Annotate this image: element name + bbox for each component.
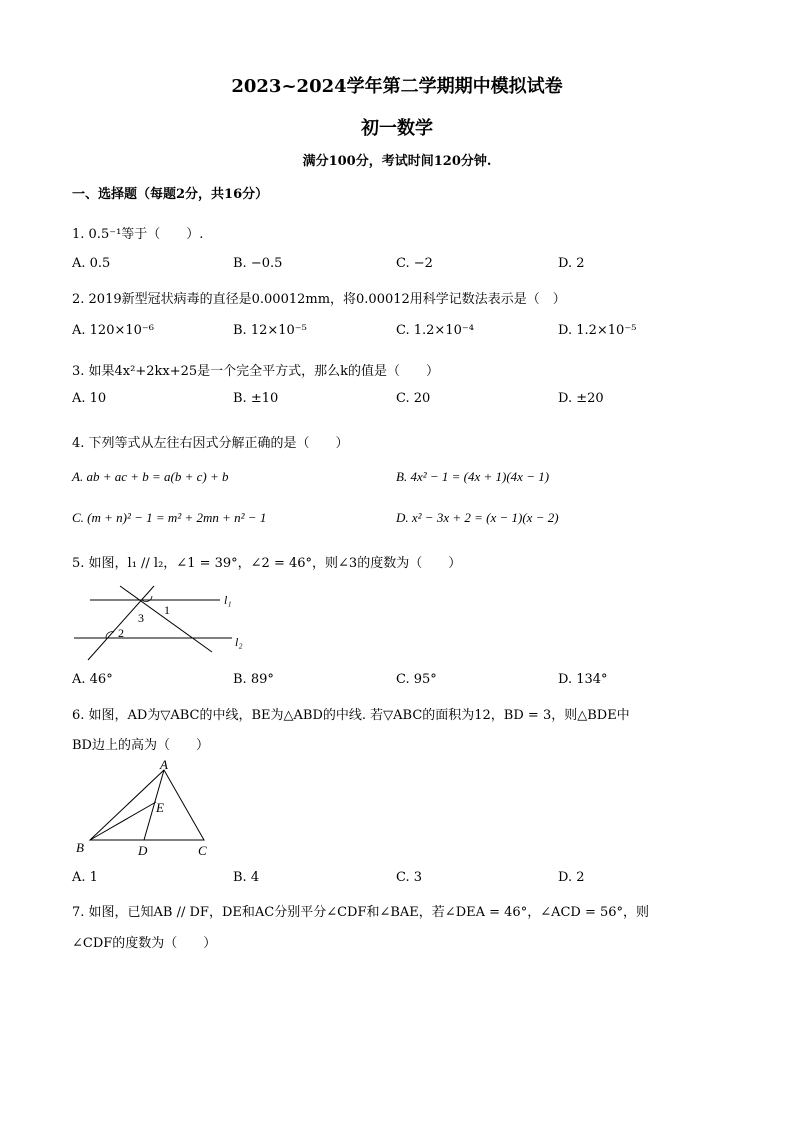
- question-6-stem: 6. 如图，AD为▽ABC的中线，BE为△ABD的中线. 若▽ABC的面积为12，BD = 3，则△BDE中: [72, 708, 630, 723]
- transversal-1: [88, 586, 154, 660]
- question-3-stem: 3. 如果4x²+2kx+25是一个完全平方式，那么k的值是（ ）: [72, 364, 440, 379]
- label-angle-3: 3: [138, 611, 144, 625]
- label-angle-1: 1: [164, 603, 170, 617]
- question-1-option-c: C. −2: [396, 256, 433, 271]
- question-3-option-b: B. ±10: [233, 391, 279, 406]
- question-6-option-b: B. 4: [233, 870, 260, 885]
- label-l1: l₁: [224, 593, 232, 607]
- question-6-figure: [72, 756, 222, 860]
- question-6-option-c: C. 3: [396, 870, 423, 885]
- question-6-option-a: A. 1: [72, 870, 98, 885]
- question-1-option-b: B. −0.5: [233, 256, 283, 271]
- question-5-stem: 5. 如图，l₁ // l₂，∠1 = 39°，∠2 = 46°，则∠3的度数为（ ）: [72, 556, 462, 571]
- question-4-stem: 4. 下列等式从左往右因式分解正确的是（ ）: [72, 436, 349, 451]
- question-2-option-b: B. 12×10⁻⁵: [233, 323, 307, 338]
- question-2-option-d: D. 1.2×10⁻⁵: [558, 323, 637, 338]
- question-4-option-b: B. 4x² − 1 = (4x + 1)(4x − 1): [396, 469, 550, 484]
- question-1-option-a: A. 0.5: [72, 256, 111, 271]
- exam-note: 满分100分，考试时间120分钟.: [302, 154, 492, 169]
- transversal-2: [120, 586, 212, 652]
- section-heading: 一、选择题（每题2分，共16分）: [72, 187, 269, 202]
- question-7-stem-line2: ∠CDF的度数为（ ）: [72, 936, 217, 951]
- question-3-option-a: A. 10: [72, 391, 107, 406]
- question-2-stem: 2. 2019新型冠状病毒的直径是0.00012mm，将0.00012用科学记数法表示是（ ）: [72, 292, 566, 307]
- question-2-option-a: A. 120×10⁻⁶: [72, 323, 154, 338]
- angle-1-arc: [142, 596, 152, 602]
- question-5-figure: [70, 582, 260, 662]
- question-4-option-c: C. (m + n)² − 1 = m² + 2mn + n² − 1: [72, 510, 267, 525]
- question-3-option-c: C. 20: [396, 391, 431, 406]
- exam-title: 2023~2024学年第二学期期中模拟试卷: [231, 76, 563, 97]
- question-1-option-d: D. 2: [558, 256, 585, 271]
- label-d: D: [138, 843, 148, 858]
- question-4-option-d: D. x² − 3x + 2 = (x − 1)(x − 2): [396, 510, 559, 525]
- label-e: E: [156, 800, 164, 815]
- label-angle-2: 2: [118, 626, 124, 640]
- question-5-option-c: C. 95°: [396, 672, 437, 687]
- label-l2: l₂: [235, 635, 243, 649]
- question-5-option-d: D. 134°: [558, 672, 608, 687]
- exam-subject: 初一数学: [361, 118, 433, 139]
- question-5-option-a: A. 46°: [72, 672, 113, 687]
- question-5-option-b: B. 89°: [233, 672, 274, 687]
- label-c: C: [198, 843, 207, 858]
- question-1-stem: 1. 0.5⁻¹等于（ ）.: [72, 227, 204, 242]
- question-2-option-c: C. 1.2×10⁻⁴: [396, 323, 474, 338]
- question-4-option-a: A. ab + ac + b = a(b + c) + b: [72, 469, 229, 484]
- question-7-stem: 7. 如图，已知AB // DF，DE和AC分别平分∠CDF和∠BAE，若∠DEA = 46°，∠ACD = 56°，则: [72, 905, 650, 920]
- label-b: B: [76, 840, 84, 855]
- question-6-stem-line2: BD边上的高为（ ）: [72, 738, 209, 753]
- label-a: A: [160, 757, 168, 772]
- question-3-option-d: D. ±20: [558, 391, 604, 406]
- question-6-option-d: D. 2: [558, 870, 585, 885]
